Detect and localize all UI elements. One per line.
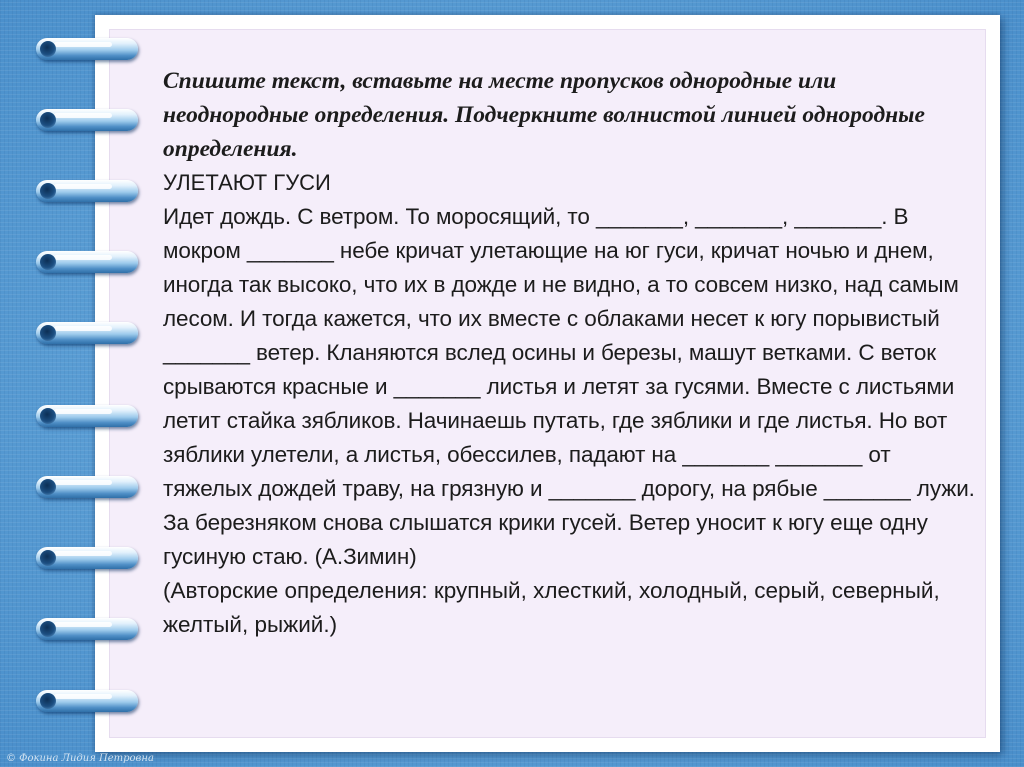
binding-ring-icon: [36, 547, 138, 569]
exercise-content: [163, 64, 983, 642]
author-watermark: © Фокина Лидия Петровна: [6, 753, 154, 764]
binding-ring-icon: [36, 109, 138, 131]
author-definitions: (Авторские определения: крупный, хлесткий, холодный, серый, северный, желтый, рыжий.): [163, 578, 940, 637]
story-title: УЛЕТАЮТ ГУСИ: [163, 170, 331, 195]
binding-ring-icon: [36, 38, 138, 60]
binding-ring-icon: [36, 618, 138, 640]
story-text: Идет дождь. С ветром. То моросящий, то _______, _______, _______. В мокром _______ небе кричат улетающие на юг гуси, кричат ночью и днем, иногда так высоко, что их в дожде и не видно, а то совсем низко, над самым лесом. И тогда кажется, что их вместе с облаками несет к югу порывистый _______ ветер. Кланяются вслед осины и березы, машут ветками. С веток срываются красные и _______ листья и летят за гусями. Вместе с листьями летит стайка зябликов. Начинаешь путать, где зяблики и где листья. Но вот зяблики улетели, а листья, обессилев, падают на _______ _______ от тяжелых дождей траву, на грязную и _______ дорогу, на рябые _______ лужи. За березняком снова слышатся крики гусей. Ветер уносит к югу еще одну гусиную стаю. (А.Зимин): [163, 204, 975, 569]
binding-ring-icon: [36, 476, 138, 498]
task-heading: Спишите текст, вставьте на месте пропусков однородные или неоднородные определения. Подчеркните волнистой линией однородные определения.: [163, 68, 925, 162]
binding-ring-icon: [36, 690, 138, 712]
binding-ring-icon: [36, 251, 138, 273]
binding-ring-icon: [36, 180, 138, 202]
binding-ring-icon: [36, 322, 138, 344]
binding-ring-icon: [36, 405, 138, 427]
